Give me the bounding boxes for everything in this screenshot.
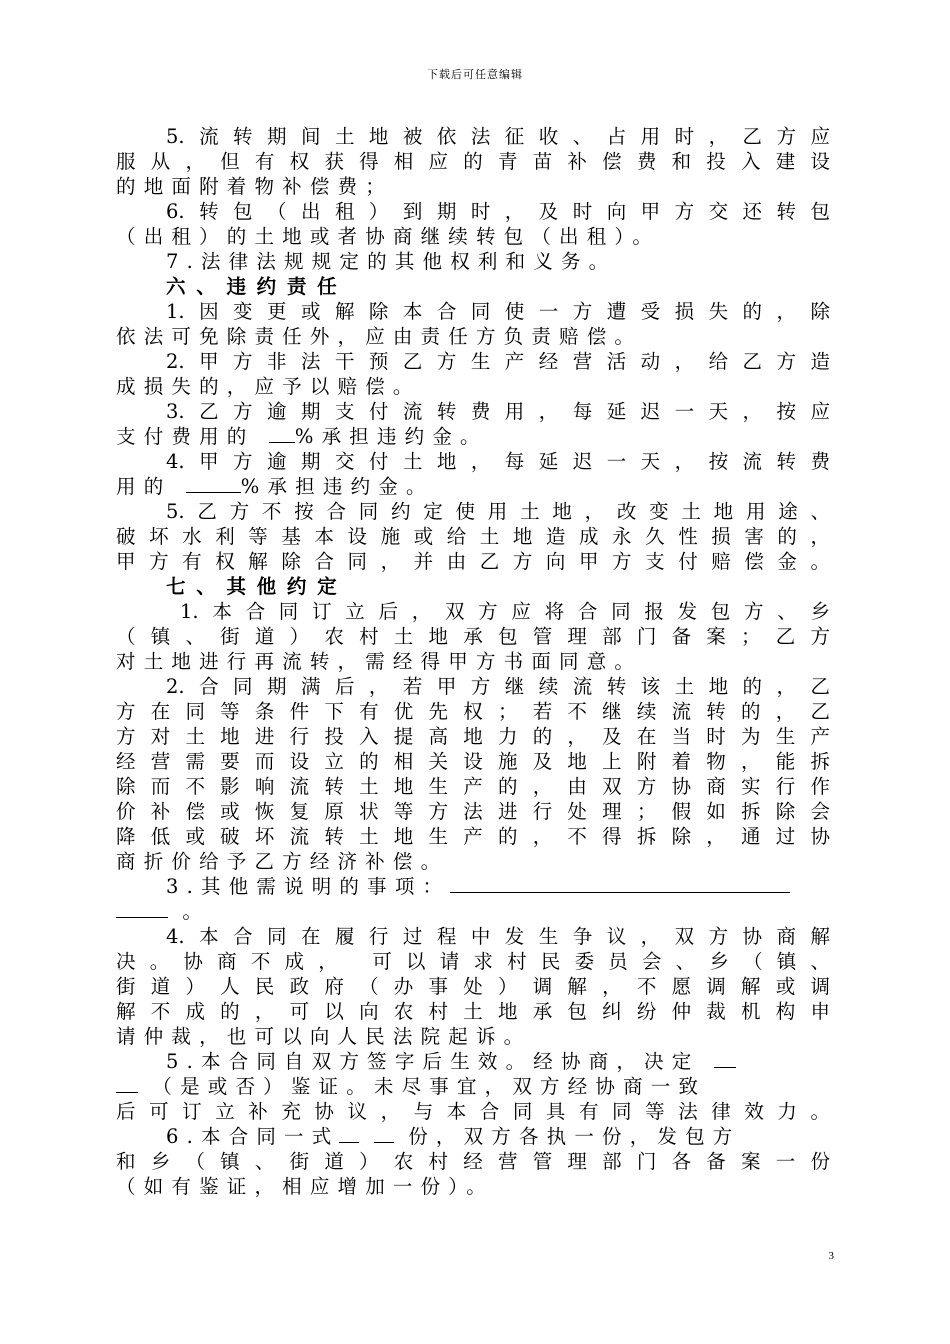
text-line: 经营需要而设立的相关设施及地上附着物，能拆 — [116, 750, 830, 773]
fill-blank — [714, 1049, 736, 1068]
text-line: 请仲裁，也可以向人民法院起诉。 — [116, 1025, 532, 1048]
text-line: 4.甲方逾期交付土地，每延迟一天，按流转费 — [166, 450, 830, 473]
text-line: 除而不影响流转土地生产的，由双方协商实行作 — [116, 775, 830, 798]
text-line: 6.转包（出租）到期时，及时向甲方交还转包 — [166, 200, 830, 223]
line-text: 份，双方各执一份，发包方 — [408, 1125, 741, 1148]
text-line — [116, 874, 830, 899]
text-line: 破坏水利等基本设施或给土地造成永久性损害的， — [116, 525, 830, 548]
text-line: 1.因变更或解除本合同使一方遭受损失的，除 — [166, 300, 830, 323]
text-line: 1.本合同订立后，双方应将合同报发包方、乡 — [180, 600, 830, 623]
fill-blank — [450, 874, 790, 893]
fill-blank — [116, 1074, 138, 1093]
text-line: 2.合同期满后，若甲方继续流转该土地的，乙 — [166, 675, 830, 698]
fill-blank — [269, 424, 295, 443]
line-text: %承担违约金。 — [294, 425, 488, 448]
text-line: 4.本合同在履行过程中发生争议，双方协商解 — [166, 925, 830, 948]
fill-blank — [186, 474, 241, 493]
text-line: 价补偿或恢复原状等方法进行处理；假如拆除会 — [116, 800, 830, 823]
text-line: 决。协商不成， 可以请求村民委员会、乡（镇、 — [116, 950, 830, 973]
line-text: 6.本合同一式 — [166, 1125, 340, 1148]
document-body — [116, 124, 830, 1199]
section-heading: 六、违约责任 — [166, 275, 348, 298]
text-line: 的地面附着物补偿费； — [116, 175, 393, 198]
text-line: 街道）人民政府（办事处）调解，不愿调解或调 — [116, 975, 830, 998]
text-line: （如有鉴证，相应增加一份）。 — [116, 1175, 494, 1198]
text-line: （出租）的土地或者协商继续转包（出租）。 — [116, 225, 661, 248]
text-line: 7.法律法规规定的其他权利和义务。 — [166, 250, 617, 273]
line-text: 。 — [182, 900, 211, 923]
text-line: 2.甲方非法干预乙方生产经营活动，给乙方造 — [166, 350, 830, 373]
line-text: 支付费用的 — [116, 425, 255, 448]
line-text: （是或否）鉴证。未尽事宜，双方经协商一致 — [152, 1075, 707, 1098]
text-line: 降低或破坏流转土地生产的，不得拆除，通过协 — [116, 825, 830, 848]
text-line: （镇、街道）农村土地承包管理部门备案；乙方 — [116, 625, 830, 648]
text-line: 5.流转期间土地被依法征收、占用时，乙方应 — [166, 125, 830, 148]
text-line: 成损失的，应予以赔偿。 — [116, 375, 421, 398]
text-line: 商折价给予乙方经济补偿。 — [116, 850, 449, 873]
fill-blank — [374, 1124, 394, 1143]
line-text: 3.其他需说明的事项： — [166, 875, 451, 898]
text-line: 和乡（镇、街道）农村经营管理部门各备案一份 — [116, 1150, 830, 1173]
text-line: 方对土地进行投入提高地力的，及在当时为生产 — [116, 725, 830, 748]
line-text: 用的 — [116, 475, 172, 498]
text-line: 对土地进行再流转，需经得甲方书面同意。 — [116, 650, 643, 673]
text-line — [116, 1049, 830, 1074]
text-line — [116, 899, 830, 924]
text-line: 5.乙方不按合同约定使用土地，改变土地用途、 — [166, 500, 830, 523]
section-heading: 七、其他约定 — [166, 575, 348, 598]
text-line: 甲方有权解除合同，并由乙方向甲方支付赔偿金。 — [116, 550, 830, 573]
text-line: 后可订立补充协议，与本合同具有同等法律效力。 — [116, 1100, 830, 1123]
text-line: 方在同等条件下有优先权；若不继续流转的，乙 — [116, 700, 830, 723]
line-text: %承担违约金。 — [240, 475, 434, 498]
text-line — [116, 1074, 830, 1099]
page-number: 3 — [828, 1250, 834, 1262]
text-line — [116, 1124, 830, 1149]
text-line — [116, 424, 830, 449]
text-line: 服从，但有权获得相应的青苗补偿费和投入建设 — [116, 150, 830, 173]
text-line: 3.乙方逾期支付流转费用，每延迟一天，按应 — [166, 400, 830, 423]
fill-blank — [339, 1124, 359, 1143]
line-text: 5.本合同自双方签字后生效。经协商，决定 — [166, 1050, 700, 1073]
fill-blank — [116, 899, 168, 918]
text-line: 依法可免除责任外，应由责任方负责赔偿。 — [116, 325, 643, 348]
text-line: 解不成的，可以向农村土地承包纠纷仲裁机构申 — [116, 1000, 830, 1023]
page-header: 下载后可任意编辑 — [427, 68, 523, 81]
text-line — [116, 474, 830, 499]
